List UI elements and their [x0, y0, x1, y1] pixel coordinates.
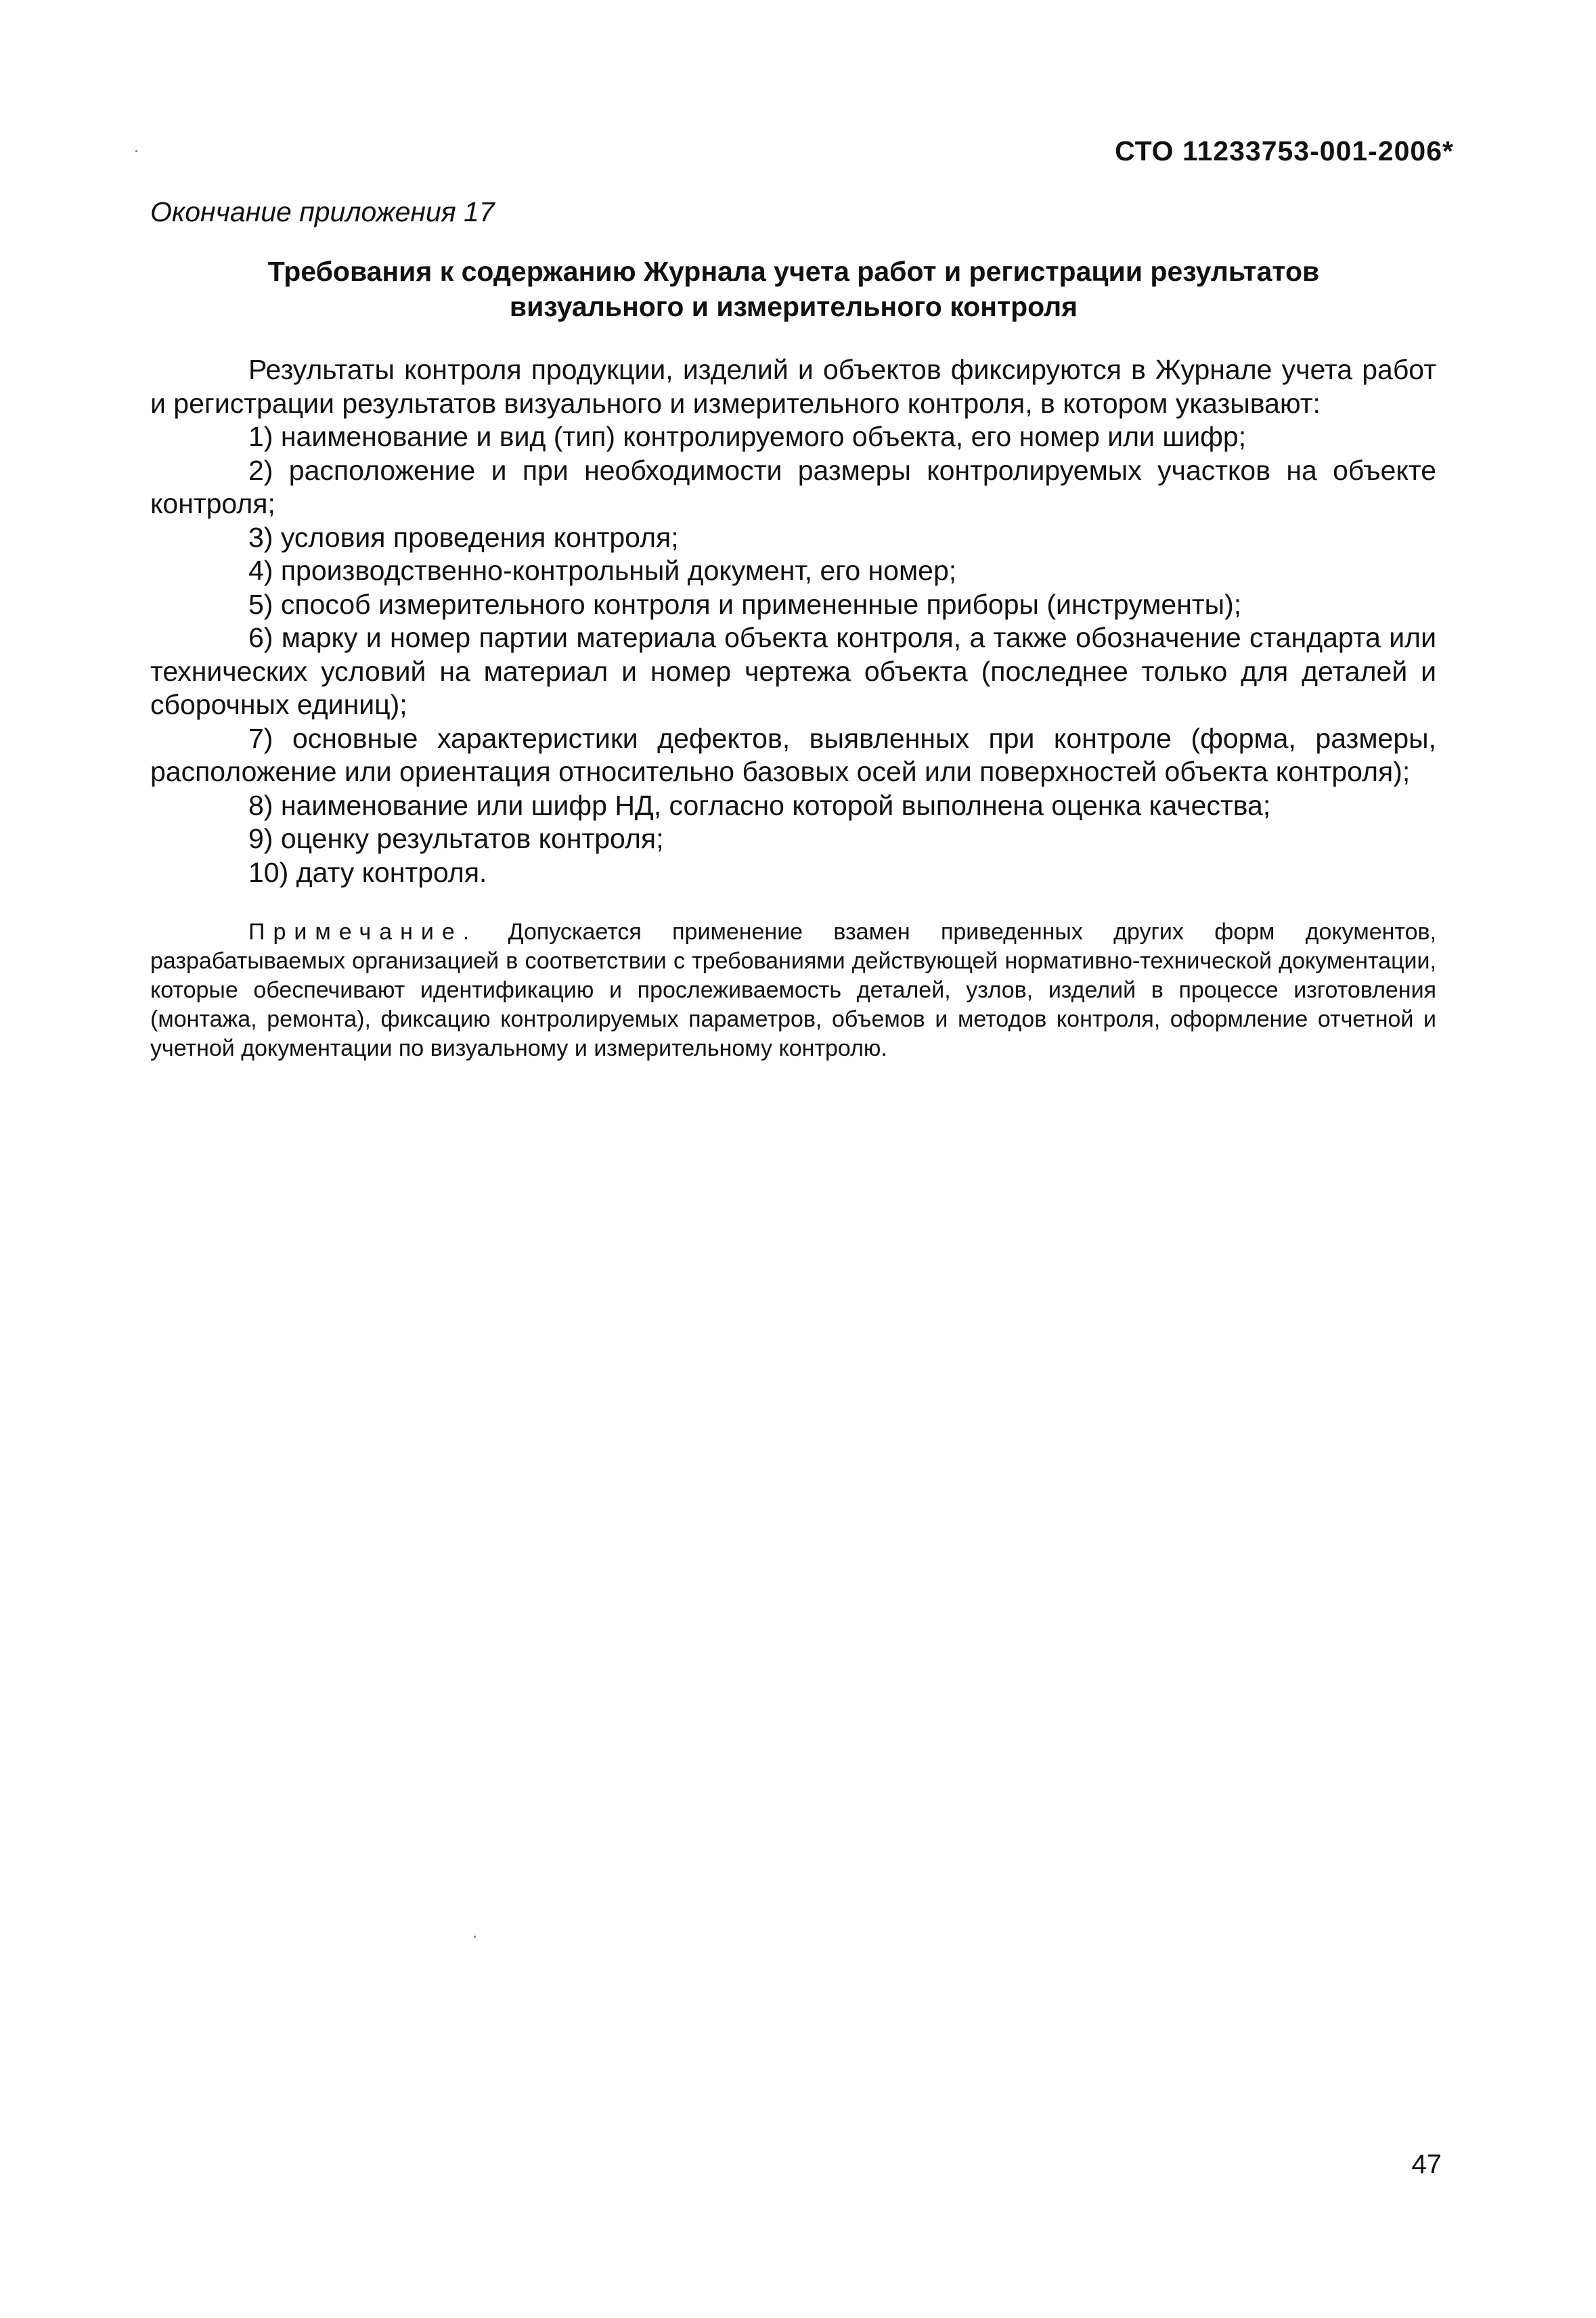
- page-number: 47: [1411, 2149, 1442, 2179]
- list-item: 8) наименование или шифр НД, согласно которой выполнена оценка качества;: [248, 789, 1271, 821]
- section-title-line-1: Требования к содержанию Журнала учета работ и регистрации результатов: [267, 256, 1320, 287]
- list-item: 7) основные характеристики дефектов, выявленных при контроле (форма, размеры, расположение или ориентация относительно базовых осей или поверхностей объекта контроля);: [150, 722, 1436, 787]
- list-item: 10) дату контроля.: [248, 856, 487, 888]
- note-paragraph: [150, 918, 1436, 1063]
- list-item: 9) оценку результатов контроля;: [248, 823, 664, 854]
- document-code: СТО 11233753-001-2006*: [1115, 135, 1454, 166]
- appendix-continuation-label: Окончание приложения 17: [150, 196, 495, 227]
- list-item: 5) способ измерительного контроля и примененные приборы (инструменты);: [248, 588, 1242, 620]
- list-item: 4) производственно-контрольный документ, его номер;: [248, 555, 957, 586]
- body-text: [150, 353, 1436, 889]
- note-label: Примечание.: [248, 919, 478, 945]
- list-item: 1) наименование и вид (тип) контролируемого объекта, его номер или шифр;: [248, 421, 1247, 452]
- list-item: 3) условия проведения контроля;: [248, 521, 679, 553]
- scan-speck: [135, 150, 137, 152]
- intro-paragraph: Результаты контроля продукции, изделий и объектов фиксируются в Журнале учета работ и регистрации результатов визуального и измерительного контроля, в котором указывают:: [150, 354, 1436, 419]
- section-title: [150, 254, 1437, 324]
- section-title-line-2: визуального и измерительного контроля: [509, 291, 1078, 322]
- scan-speck: [474, 1936, 476, 1938]
- list-item: 6) марку и номер партии материала объекта контроля, а также обозначение стандарта или технических условий на материал и номер чертежа объекта (последнее только для деталей и сборочных единиц);: [150, 622, 1436, 720]
- list-item: 2) расположение и при необходимости размеры контролируемых участков на объекте контроля;: [150, 454, 1436, 519]
- note-text: Допускается применение взамен приведенных других форм документов, разрабатываемых организацией в соответствии с требованиями действующей нормативно-технической документации, которые обеспечивают идентификацию и прослеживаемость деталей, узлов, изделий в процессе изготовления (монтажа, ремонта), фиксацию контролируемых параметров, объемов и методов контроля, оформление отчетной и учетной документации по визуальному и измерительному контролю.: [150, 919, 1436, 1061]
